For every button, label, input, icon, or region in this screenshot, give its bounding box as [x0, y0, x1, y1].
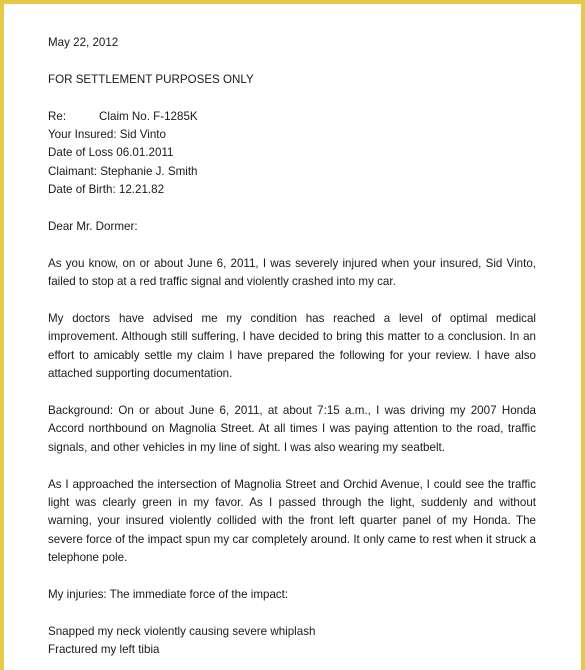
claim-number: Claim No. F-1285K: [99, 109, 198, 123]
spacer: [48, 236, 536, 254]
re-label: Re:: [48, 109, 67, 123]
injuries-intro: My injuries: The immediate force of the impact:: [48, 588, 289, 602]
paragraph-background: Background: On or about June 6, 2011, at about 7:15 a.m., I was driving my 2007 Honda Accord northbound on Magnolia Street. At all times I was paying attention to the road, traffic signals, and other vehicles in my line of sight. I was also wearing my seatbelt.: [48, 404, 536, 454]
paragraph-intro: As you know, on or about June 6, 2011, I was severely injured when your insured, Sid Vinto, failed to stop at a red traffic signal and violently crashed into my car.: [48, 256, 536, 289]
letter-page: [48, 34, 536, 660]
letter-heading: FOR SETTLEMENT PURPOSES ONLY: [48, 72, 254, 86]
spacer: [48, 568, 536, 586]
spacer: [48, 52, 536, 70]
spacer: [48, 457, 536, 475]
letter-date: May 22, 2012: [48, 36, 119, 49]
re-line: [48, 108, 536, 126]
paragraph-doctors: My doctors have advised me my condition has reached a level of optimal medical improvement. Although still suffering, I have decided to bring this matter to a conclusion. In an effort to amicably settle my claim I have prepared the following for your review. I have also attached supporting documentation.: [48, 312, 536, 381]
spacer: [48, 200, 536, 218]
spacer: [48, 604, 536, 622]
injury-item: Fractured my left tibia: [48, 643, 160, 657]
paragraph-intersection: As I approached the intersection of Magnolia Street and Orchid Avenue, I could see the traffic light was clearly green in my favor. As I passed through the light, suddenly and without warning, your insured violently collided with the front left quarter panel of my Honda. The severe force of the impact spun my car completely around. It only came to rest when it struck a telephone pole.: [48, 477, 536, 565]
date-of-birth-line: Date of Birth: 12.21.82: [48, 183, 165, 197]
date-of-loss-line: Date of Loss 06.01.2011: [48, 146, 174, 160]
injury-item: Snapped my neck violently causing severe whiplash: [48, 624, 316, 638]
insured-line: Your Insured: Sid Vinto: [48, 128, 166, 141]
spacer: [48, 384, 536, 402]
spacer: [48, 89, 536, 107]
spacer: [48, 292, 536, 310]
salutation: Dear Mr. Dormer:: [48, 220, 138, 234]
claimant-line: Claimant: Stephanie J. Smith: [48, 164, 198, 178]
